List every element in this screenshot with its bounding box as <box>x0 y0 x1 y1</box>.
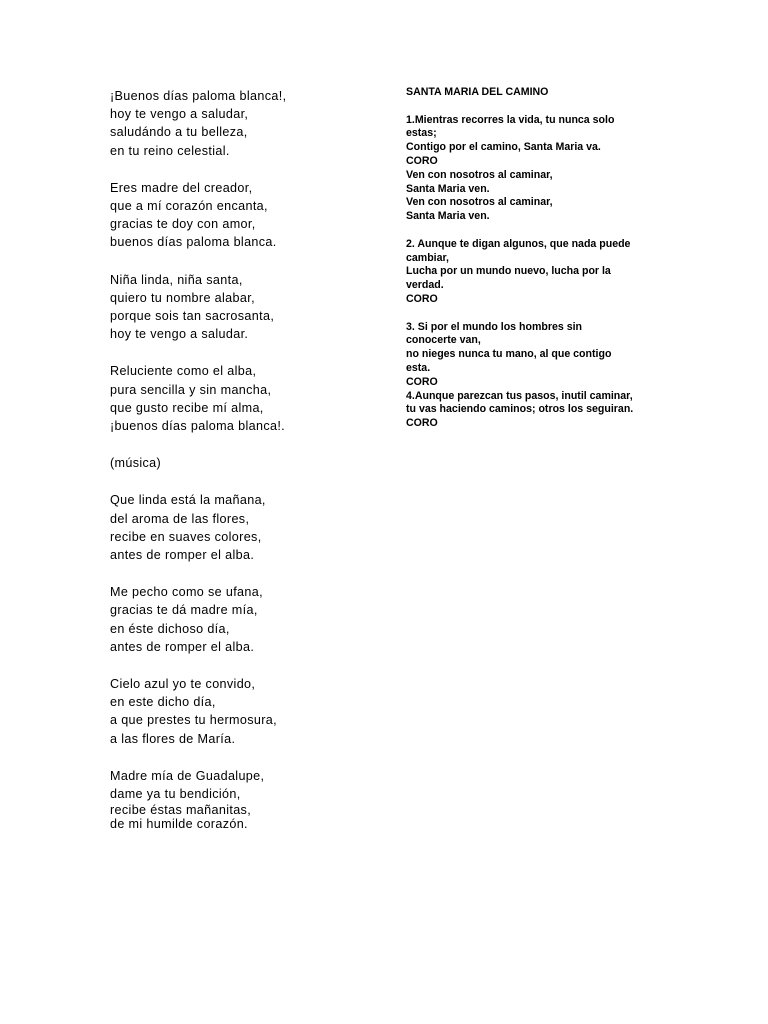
lyric-line: saludándo a tu belleza, <box>110 125 248 140</box>
lyric-line: Cielo azul yo te convido, <box>110 677 256 692</box>
stanza-6 <box>110 583 390 656</box>
stanza-3 <box>110 271 390 344</box>
verse-line: Contigo por el camino, Santa Maria va. <box>406 141 601 154</box>
stanza-8 <box>110 767 390 831</box>
verse-line: estas; <box>406 127 437 140</box>
lyric-line: ¡Buenos días paloma blanca!, <box>110 89 287 103</box>
verse-line: no nieges nunca tu mano, al que contigo <box>406 348 612 361</box>
chorus-line: Ven con nosotros al caminar, <box>406 168 553 181</box>
chorus-line: Santa Maria ven. <box>406 210 490 223</box>
stanza-2 <box>110 179 390 252</box>
lyric-line: recibe éstas mañanitas, <box>110 803 252 818</box>
lyric-line: Eres madre del creador, <box>110 180 253 195</box>
lyric-line: hoy te vengo a saludar. <box>110 327 249 342</box>
verse-line: 3. Si por el mundo los hombres sin <box>406 320 583 333</box>
verse-line: 4.Aunque parezcan tus pasos, inutil caminar, <box>406 389 633 402</box>
verse-line: conocerte van, <box>406 334 481 347</box>
chorus-line: Santa Maria ven. <box>406 182 490 195</box>
verse-line: 1.Mientras recorres la vida, tu nunca solo <box>406 113 615 126</box>
verse-line: 2. Aunque te digan algunos, que nada puede <box>406 237 631 250</box>
lyric-line: dame ya tu bendición, <box>110 787 241 802</box>
lyric-line: que a mí corazón encanta, <box>110 199 268 214</box>
chorus-label: CORO <box>406 417 438 430</box>
lyrics-column-right <box>406 86 668 431</box>
lyrics-column-left <box>110 87 390 850</box>
lyric-line: pura sencilla y sin mancha, <box>110 382 272 397</box>
verse-2 <box>406 238 668 307</box>
chorus-label: CORO <box>406 154 438 167</box>
lyric-line: buenos días paloma blanca. <box>110 235 277 250</box>
lyric-line: Madre mía de Guadalupe, <box>110 768 265 783</box>
verse-line: verdad. <box>406 279 444 292</box>
lyric-line: en éste dichoso día, <box>110 621 230 636</box>
lyric-line: quiero tu nombre alabar, <box>110 290 255 305</box>
stanza-7 <box>110 675 390 748</box>
lyric-line: recibe en suaves colores, <box>110 529 262 544</box>
lyric-line: antes de romper el alba. <box>110 548 255 563</box>
lyric-line: Niña linda, niña santa, <box>110 272 243 287</box>
lyric-line: Que linda está la mañana, <box>110 493 266 508</box>
lyric-line: en este dicho día, <box>110 695 216 710</box>
verse-line: esta. <box>406 361 431 374</box>
stanza-4 <box>110 362 390 435</box>
lyric-line: ¡buenos días paloma blanca!. <box>110 419 286 434</box>
chorus-line: Ven con nosotros al caminar, <box>406 196 553 209</box>
lyric-line: en tu reino celestial. <box>110 143 230 158</box>
lyric-line: que gusto recibe mí alma, <box>110 400 264 415</box>
lyric-line: Reluciente como el alba, <box>110 364 257 379</box>
lyric-line: a las flores de María. <box>110 731 236 746</box>
lyric-line: a que prestes tu hermosura, <box>110 713 277 728</box>
music-note <box>110 454 390 472</box>
chorus-label: CORO <box>406 375 438 388</box>
lyric-line: Me pecho como se ufana, <box>110 585 263 600</box>
verse-line: Lucha por un mundo nuevo, lucha por la <box>406 265 611 278</box>
verse-line: tu vas haciendo caminos; otros los seguiran. <box>406 403 634 416</box>
lyric-line: antes de romper el alba. <box>110 639 255 654</box>
song-title: SANTA MARIA DEL CAMINO <box>406 86 549 98</box>
stanza-5 <box>110 491 390 564</box>
lyric-line: gracias te doy con amor, <box>110 217 256 232</box>
lyric-line: (música) <box>110 456 162 471</box>
lyric-line: del aroma de las flores, <box>110 511 250 526</box>
chorus-label: CORO <box>406 292 438 305</box>
verse-3-4 <box>406 321 668 431</box>
lyric-line: porque sois tan sacrosanta, <box>110 309 275 324</box>
lyric-line: gracias te dá madre mía, <box>110 603 258 618</box>
lyric-line: hoy te vengo a saludar, <box>110 107 249 122</box>
verse-line: cambiar, <box>406 251 449 264</box>
lyric-line: de mi humilde corazón. <box>110 817 248 832</box>
verse-1 <box>406 114 668 224</box>
stanza-1 <box>110 87 390 160</box>
